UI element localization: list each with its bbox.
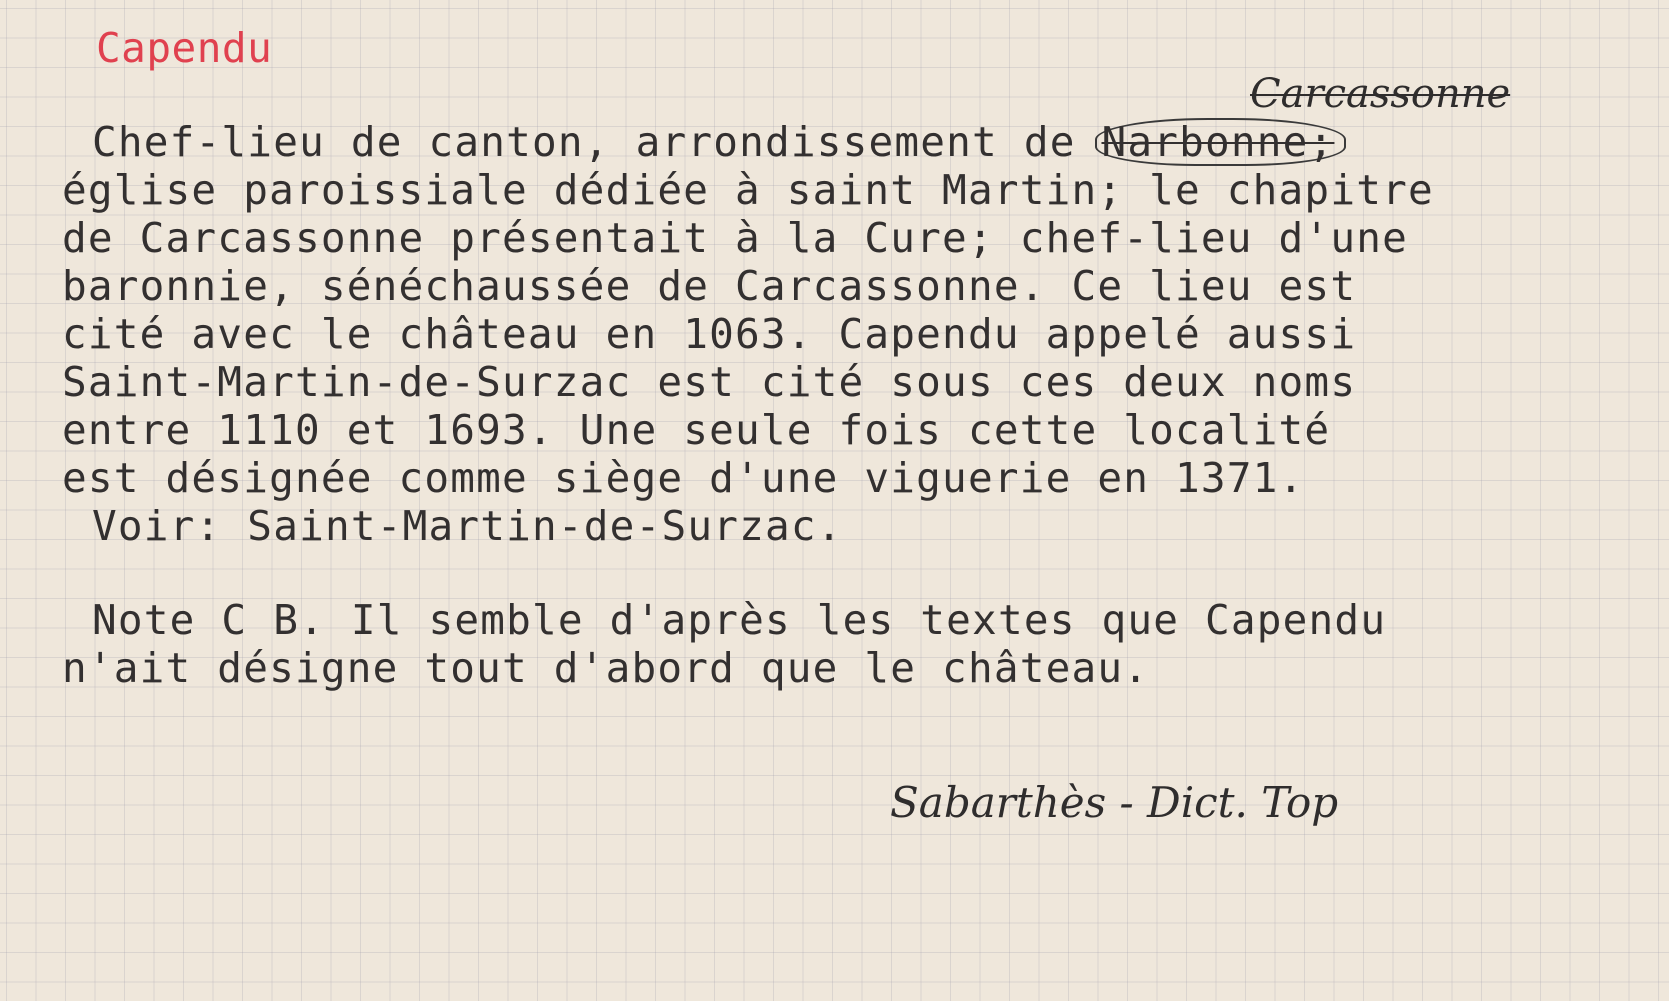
struck-word: Narbonne; xyxy=(1101,118,1335,166)
handwritten-signature: Sabarthès - Dict. Top xyxy=(890,778,1339,827)
see-also-line: Voir: Saint-Martin-de-Surzac. xyxy=(92,502,843,550)
paragraph-line-7: entre 1110 et 1693. Une seule fois cette localité xyxy=(62,406,1331,454)
note-line-2: n'ait désigne tout d'abord que le château. xyxy=(62,644,1150,692)
card-heading: Capendu xyxy=(96,24,273,72)
paragraph-line-1 xyxy=(92,118,1346,166)
paragraph-line-4: baronnie, sénéchaussée de Carcassonne. Ce lieu est xyxy=(62,262,1357,310)
paragraph-line-5: cité avec le château en 1063. Capendu appelé aussi xyxy=(62,310,1357,358)
paragraph-line-1-text: Chef-lieu de canton, arrondissement de xyxy=(92,118,1102,166)
circled-word xyxy=(1095,118,1346,166)
paragraph-line-3: de Carcassonne présentait à la Cure; chef-lieu d'une xyxy=(62,214,1408,262)
paragraph-line-2: église paroissiale dédiée à saint Martin; le chapitre xyxy=(62,166,1434,214)
paragraph-line-6: Saint-Martin-de-Surzac est cité sous ces deux noms xyxy=(62,358,1357,406)
note-line-1: Note C B. Il semble d'après les textes que Capendu xyxy=(92,596,1387,644)
handwritten-correction: Carcassonne xyxy=(1250,71,1511,117)
paragraph-line-8: est désignée comme siège d'une viguerie en 1371. xyxy=(62,454,1305,502)
